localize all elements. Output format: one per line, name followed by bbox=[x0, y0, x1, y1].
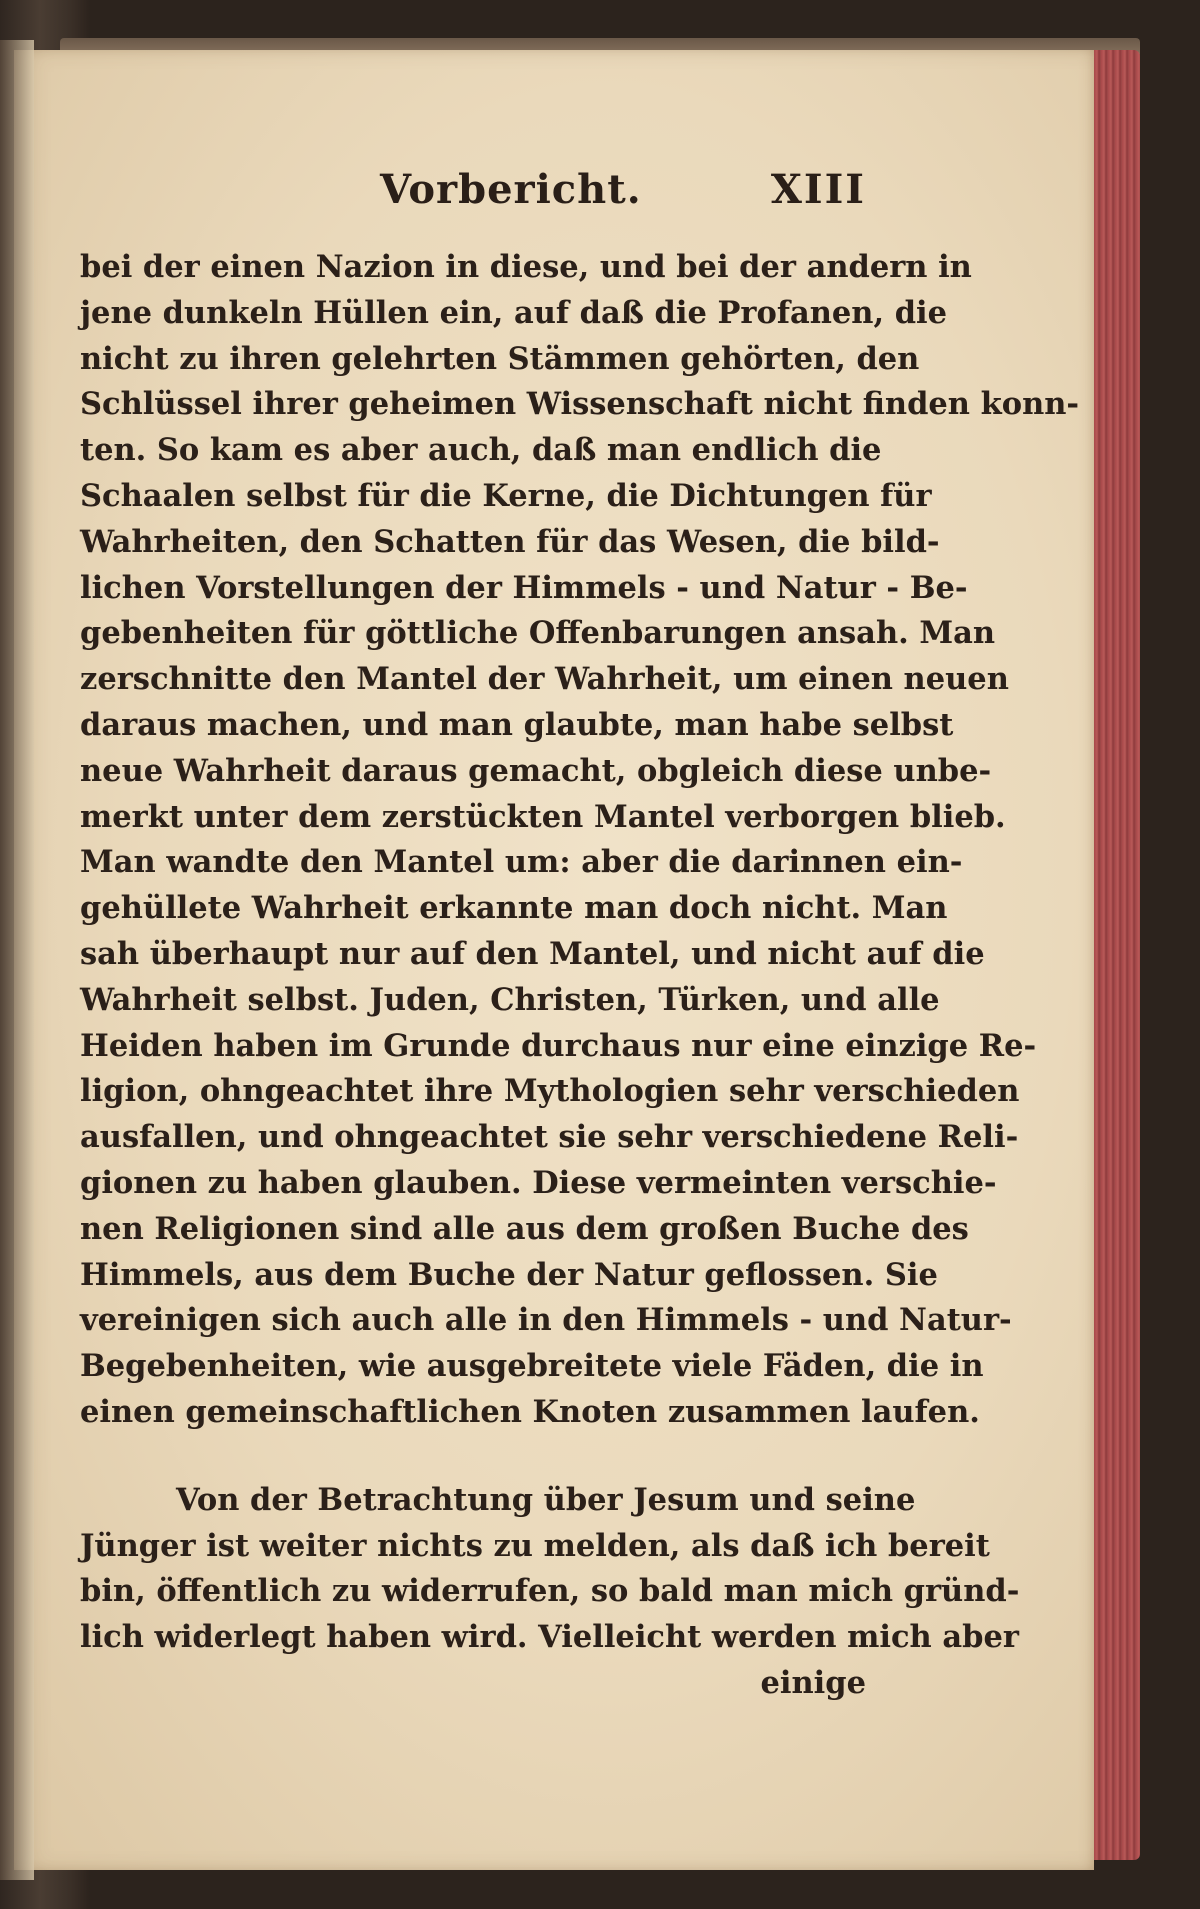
text-line: Heiden haben im Grunde durchaus nur eine einzige Re- bbox=[80, 1027, 1037, 1064]
text-line: neue Wahrheit daraus gemacht, obgleich diese unbe- bbox=[80, 752, 992, 789]
text-line: merkt unter dem zerstückten Mantel verborgen blieb. bbox=[80, 798, 1006, 835]
paragraph-gap bbox=[80, 1436, 866, 1478]
text-line: lichen Vorstellungen der Himmels - und Natur - Be- bbox=[80, 569, 968, 606]
text-line: sah überhaupt nur auf den Mantel, und nicht auf die bbox=[80, 935, 985, 972]
page-number: XIII bbox=[770, 166, 866, 213]
text-line: ausfallen, und ohngeachtet sie sehr verschiedene Reli- bbox=[80, 1119, 1019, 1156]
text-line: nen Religionen sind alle aus dem großen Buche des bbox=[80, 1210, 969, 1247]
text-line: zerschnitte den Mantel der Wahrheit, um einen neuen bbox=[80, 661, 1009, 698]
text-line: ligion, ohngeachtet ihre Mythologien sehr verschieden bbox=[80, 1073, 1020, 1110]
text-line: Schaalen selbst für die Kerne, die Dichtungen für bbox=[80, 477, 932, 514]
text-line: vereinigen sich auch alle in den Himmels - und Natur- bbox=[80, 1302, 1012, 1339]
text-line: Man wandte den Mantel um: aber die darinnen ein- bbox=[80, 844, 963, 881]
red-fore-edge bbox=[1094, 50, 1140, 1860]
text-line: lich widerlegt haben wird. Vielleicht werden mich aber bbox=[80, 1619, 1019, 1656]
text-line: Von der Betrachtung über Jesum und seine bbox=[176, 1481, 916, 1518]
text-line: daraus machen, und man glaubte, man habe selbst bbox=[80, 706, 954, 743]
catchword-line bbox=[80, 1661, 866, 1707]
text-line: gehüllete Wahrheit erkannte man doch nicht. Man bbox=[80, 890, 948, 927]
text-line: bin, öffentlich zu widerrufen, so bald man mich gründ- bbox=[80, 1573, 1020, 1610]
page-header bbox=[80, 166, 866, 226]
text-line: jene dunkeln Hüllen ein, auf daß die Profanen, die bbox=[80, 294, 948, 331]
body-text bbox=[80, 245, 1080, 1707]
text-line: gionen zu haben glauben. Diese vermeinten verschie- bbox=[80, 1164, 997, 1201]
catchword: einige bbox=[760, 1664, 866, 1701]
paragraph-1 bbox=[80, 245, 1080, 1436]
text-line: Begebenheiten, wie ausgebreitete viele Fäden, die in bbox=[80, 1348, 984, 1385]
text-line: Wahrheiten, den Schatten für das Wesen, die bild- bbox=[80, 523, 940, 560]
text-line: ten. So kam es aber auch, daß man endlich die bbox=[80, 432, 882, 469]
text-line: Himmels, aus dem Buche der Natur geflossen. Sie bbox=[80, 1256, 938, 1293]
text-line: Jünger ist weiter nichts zu melden, als daß ich bereit bbox=[80, 1527, 990, 1564]
running-title: Vorbericht. bbox=[380, 166, 642, 213]
paragraph-2 bbox=[80, 1478, 1020, 1661]
page-gutter bbox=[0, 40, 34, 1880]
text-line: gebenheiten für göttliche Offenbarungen ansah. Man bbox=[80, 615, 996, 652]
text-line: Schlüssel ihrer geheimen Wissenschaft nicht finden konn- bbox=[80, 386, 1080, 423]
text-line: Wahrheit selbst. Juden, Christen, Türken, und alle bbox=[80, 981, 940, 1018]
text-line: bei der einen Nazion in diese, und bei der andern in bbox=[80, 249, 972, 285]
text-line: einen gemeinschaftlichen Knoten zusammen laufen. bbox=[80, 1393, 980, 1430]
text-line: nicht zu ihren gelehrten Stämmen gehörten, den bbox=[80, 340, 920, 377]
